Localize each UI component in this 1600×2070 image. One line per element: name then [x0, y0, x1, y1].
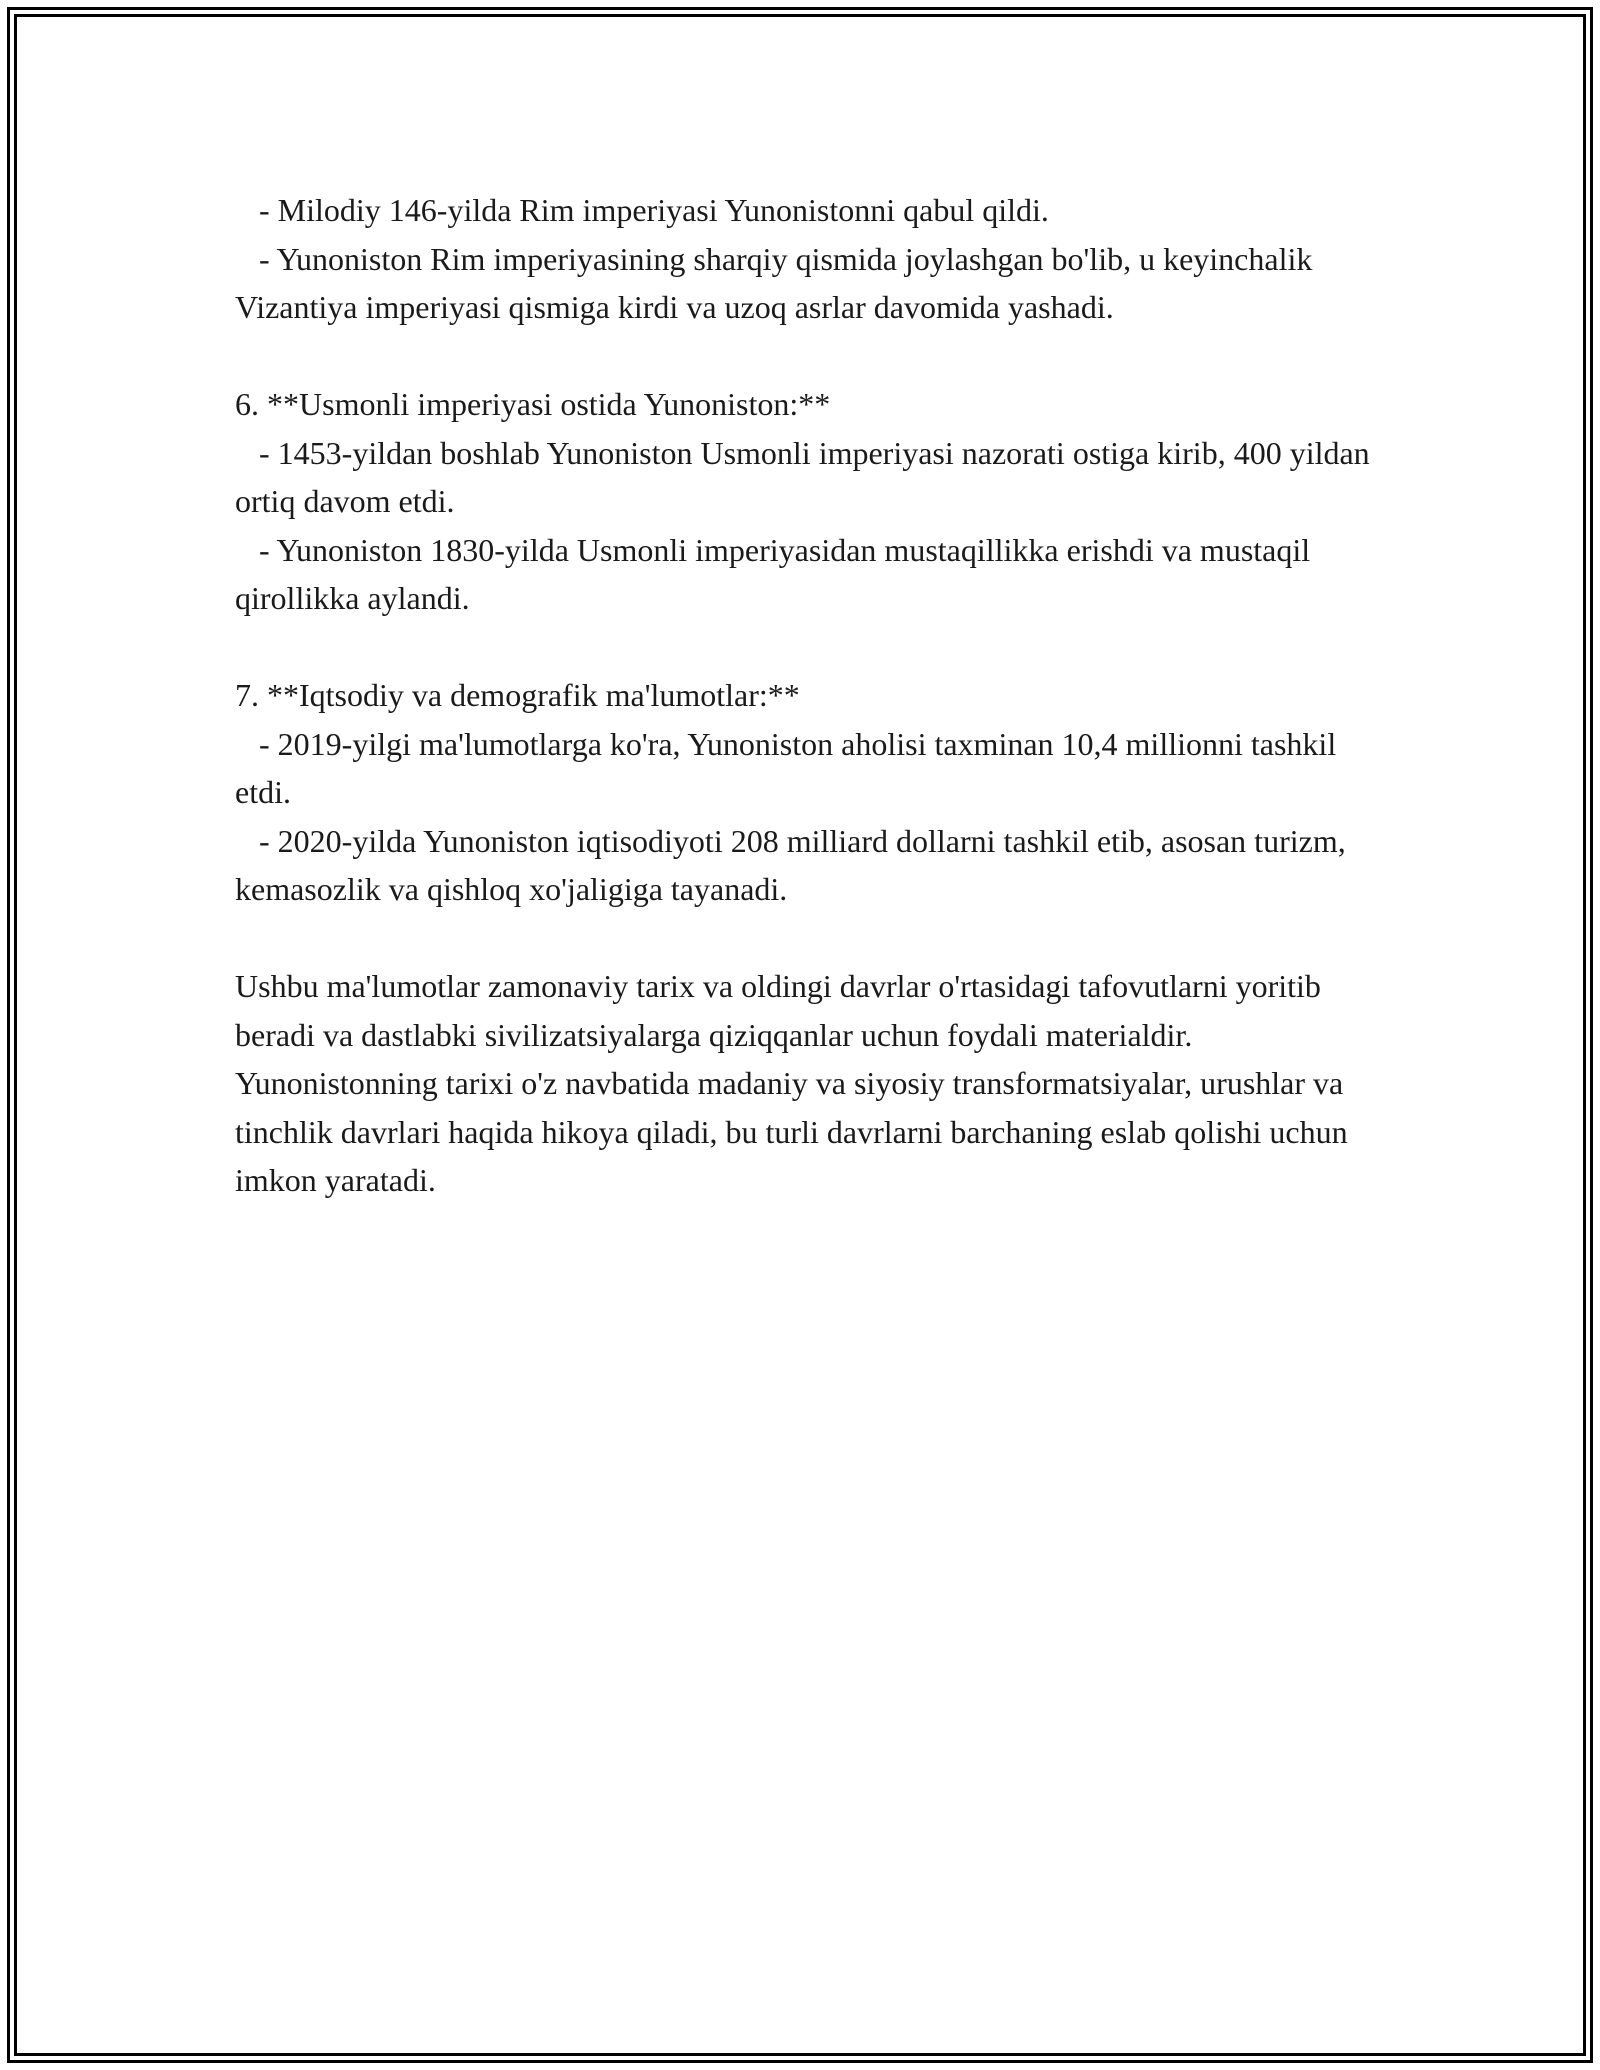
- document-body: [235, 186, 1395, 1205]
- bullet-usmonli-mustaqillik: - Yunoniston 1830-yilda Usmonli imperiyasidan mustaqillikka erishdi va mustaqil qirollikka aylandi.: [235, 531, 1319, 616]
- bullet-usmonli-nazorat: - 1453-yildan boshlab Yunoniston Usmonli imperiyasi nazorati ostiga kirib, 400 yildan ortiq davom etdi.: [235, 434, 1378, 519]
- paragraph-gap: [235, 914, 1395, 963]
- paragraph-gap: [235, 623, 1395, 672]
- section-heading-usmonli: 6. **Usmonli imperiyasi ostida Yunoniston:**: [235, 386, 831, 422]
- bullet-rim-vizantiya: - Yunoniston Rim imperiyasining sharqiy qismida joylashgan bo'lib, u keyinchalik Vizantiya imperiyasi qismiga kirdi va uzoq asrlar davomida yashadi.: [235, 240, 1320, 325]
- conclusion-paragraph: Ushbu ma'lumotlar zamonaviy tarix va oldingi davrlar o'rtasidagi tafovutlarni yoritib beradi va dastlabki sivilizatsiyalarga qiziqqanlar uchun foydali materialdir. Yunonistonning tarixi o'z navbatida madaniy va siyosiy transformatsiyalar, urushlar va tinchlik davrlari haqida hikoya qiladi, bu turli davrlarni barchaning eslab qolishi uchun imkon yaratadi.: [235, 968, 1356, 1198]
- section-heading-iqtisodiy: 7. **Iqtsodiy va demografik ma'lumotlar:**: [235, 677, 800, 713]
- bullet-rim-qabul: - Milodiy 146-yilda Rim imperiyasi Yunonistonni qabul qildi.: [235, 192, 1049, 228]
- bullet-iqtisodiyot: - 2020-yilda Yunoniston iqtisodiyoti 208 milliard dollarni tashkil etib, asosan turizm, kemasozlik va qishloq xo'jaligiga tayanadi.: [235, 822, 1354, 907]
- paragraph-gap: [235, 332, 1395, 381]
- bullet-aholi: - 2019-yilgi ma'lumotlarga ko'ra, Yunoniston aholisi taxminan 10,4 millionni tashkil etdi.: [235, 725, 1345, 810]
